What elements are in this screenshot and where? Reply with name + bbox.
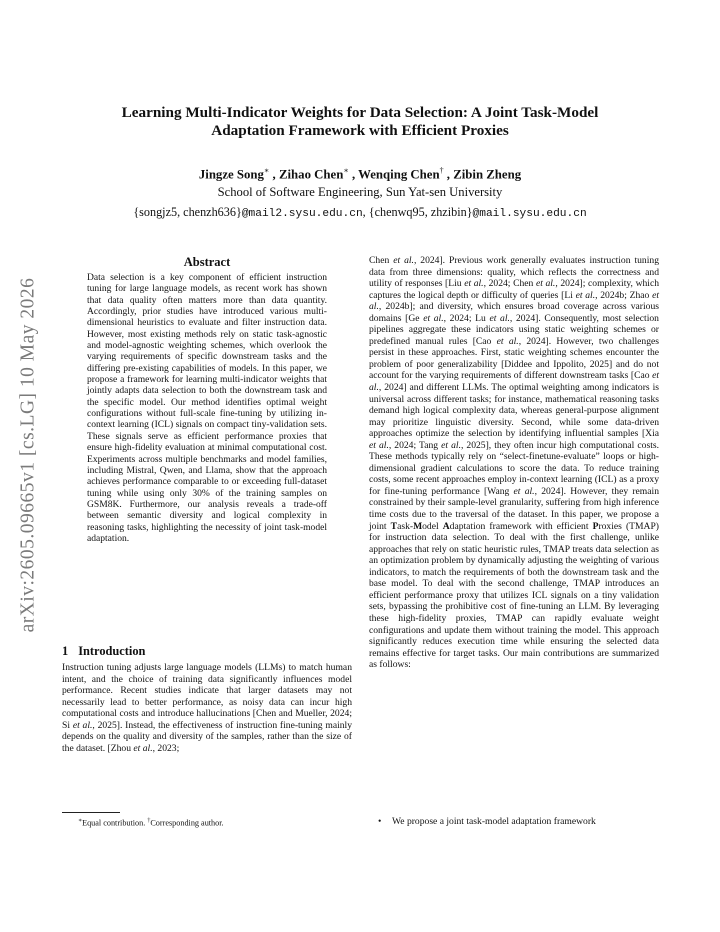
author-name: Zihao Chen [278,167,344,182]
text-run: odel [422,520,443,532]
text-run: , 2024; Lu [443,312,490,324]
text-run: daptation framework with efficient [449,520,593,532]
text-run: , 2024b; Zhao [595,289,653,301]
author-name: Wenqing Chen [358,167,440,182]
bullet-mark: • [378,816,382,827]
intro-paragraph [62,662,352,754]
text-run: , 2023; [152,742,180,754]
text-run: , 2025], they often incur high computational costs. These methods typically rely on “select-finetune-evaluate” loops or high-dimensional gradient calculations to score the data. To reduce training costs, some recent approaches employ in-context learning (ICL) as a proxy for fine-tuning performance [Wang [369,439,659,497]
text-run: , 2024]. Previous work generally evaluates instruction tuning data from three dimensions: quality, which reflects the correctness and utility of responses [Liu [369,255,659,290]
et-al: et al. [575,289,596,301]
acronym-letter: M [413,520,423,532]
contribution-bullet [378,816,660,828]
acronym-letter: A [442,520,450,532]
abstract-body: Data selection is a key component of efficient instruction tuning for large language models, as recent work has shown that data quality often matters more than data quantity. Accordingly, prior studies have introduced various multi-dimensional heuristics to evaluate and filter instruction data. However, most existing methods rely on static task-agnostic and model-agnostic weighting schemes, which overlook the varying requirements of specific downstream tasks and the differing pre-existing capabilities of models. In this paper, we propose a framework for learning multi-indicator weights that jointly adapts data selection to both the downstream task and the specific model. Our method identifies optimal weight configurations without full-scale fine-tuning by utilizing in-context learning (ICL) signals on compact tiny-validation sets. These signals serve as efficient performance proxies that ensure high-fidelity evaluation at minimal computational cost. Experiments across multiple benchmarks and model families, including Mistral, Qwen, and Llama, show that the approach achieves performance comparable to or exceeding full-dataset tuning while using only 30% of the training samples on GSM8K. Furthermore, our analysis reveals a trade-off between semantic diversity and logical complexity in reasoning tasks, highlighting the necessity of joint task-model adaptation. [87,272,327,544]
acronym-letter: T [390,520,398,532]
et-al: et al. [72,719,93,731]
email-domain: @mail2.sysu.edu.cn [241,208,363,220]
text-run: Chen [369,255,394,266]
acronym-letter: P [592,520,599,532]
text-run: , 2024] and different LLMs. The optimal weighting among indicators is universal across different tasks; for instance, mathematical reasoning tasks demand high logical complexity data, whereas general-purpose alignment may prioritize linguistic diversity. Second, while some data-driven approaches optimize the selection by identifying influential samples [Xia [369,382,659,440]
arxiv-stamp-text: arXiv:2605.09665v1 [cs.LG] 10 May 2026 [17,277,39,633]
author-list [60,163,660,182]
bullet-text: We propose a joint task-model adaptation framework [392,816,596,827]
author-separator: , [443,167,454,182]
corresponding-author-mark: † [439,166,444,175]
et-al: et al. [496,335,519,347]
author-emails [60,204,660,222]
paper-title [60,104,660,140]
title-line-1: Learning Multi-Indicator Weights for Data Selection: A Joint Task-Model [121,104,599,121]
text-run: ask- [397,520,414,532]
footnote-mark: † [147,818,151,824]
abstract-heading: Abstract [183,255,231,269]
et-al: et al. [393,255,414,266]
footnote [78,816,358,829]
footnote-text: Equal contribution. [82,818,148,828]
text-run: , 2024]; complexity, which captures the logical depth or difficulty of queries [Li [369,278,660,301]
et-al: et al. [133,742,153,754]
et-al: et al. [535,278,556,290]
et-al: et al. [489,312,510,324]
section-heading [62,644,352,659]
et-al: et al. [369,439,389,451]
author-name: Jingze Song [198,167,264,182]
et-al: et al. [369,370,659,394]
footnote-rule [62,812,120,813]
text-run: Instruction tuning adjusts large language models (LLMs) to match human intent, and the choice of training data significantly influences model performance. Recent studies indicate that larger datasets may not necessarily lead to better performance, as noisy data can incur high computational costs and introduce hallucinations [Chen and Mueller, 2024; Si [62,662,352,731]
email-separator: , [362,205,369,219]
text-run: , 2024]. However, two challenges persist in these approaches. First, static weighting schemes encounter the problem of poor generalizability [Diddee and Ippolito, 2025] and do not account for the varying requirements of different downstream tasks [Cao [369,335,660,382]
text-run: roxies (TMAP) for instruction data selection. To deal with the first challenge, unlike approaches that rely on static heuristic rules, TMAP treats data selection as an optimization problem by dynamically adjusting the weighting of various indicators, to match the requirements of both the downstream task and the base model. To deal with the second challenge, TMAP introduces an efficient performance proxy that utilizes ICL signals on a tiny validation sets, bypassing the prohibitive cost of fine-tuning an LLM. By leveraging these high-fidelity proxies, TMAP can rapidly evaluate weight configurations and update them without training the model. This approach significantly reduces execution time while ensuring the selected data remains effective for target tasks. Our main contributions are summarized as follows: [369,520,659,671]
et-al: et al. [369,289,659,313]
et-al: et al. [513,485,535,497]
author-separator: , [348,167,359,182]
text-run: , 2024; Chen [483,278,536,290]
author-name: Zibin Zheng [453,167,522,182]
et-al: et al. [441,439,461,451]
footnote-text: Corresponding author. [150,818,224,828]
title-line-2: Adaptation Framework with Efficient Proxies [211,122,509,139]
equal-contribution-mark: ∗ [263,166,270,175]
footnote-mark: ∗ [78,818,83,824]
section-title: Introduction [78,644,146,658]
email-group: {chenwq95, zhzibin} [368,205,473,219]
right-column-paragraph [369,255,659,671]
email-domain: @mail.sysu.edu.cn [472,208,587,220]
text-run: , 2024b]; and diversity, which ensures broad coverage across various domains [Ge [369,301,659,324]
et-al: et al. [464,278,484,290]
arxiv-stamp [8,255,48,655]
equal-contribution-mark: ∗ [343,166,349,175]
text-run: , 2024; Tang [388,439,442,451]
text-run: , 2025]. Instead, the effectiveness of instruction fine-tuning mainly depends on the quality and diversity of the samples, rather than the size of the dataset. [Zhou [62,719,353,754]
section-number: 1 [62,644,69,658]
author-separator: , [269,167,279,182]
text-run: , 2024]. However, they remain constrained by their sample-level granularity, suffering from high inference time costs due to the traversal of the dataset. In this paper, we propose a joint [369,485,659,532]
email-group: {songjz5, chenzh636} [133,205,242,219]
et-al: et al. [423,312,444,324]
affiliation: School of Software Engineering, Sun Yat-sen University [217,185,503,199]
text-run: , 2024]. Consequently, most selection pipelines aggregate these indicators using static weighting schemes or predefined manual rules [Cao [369,312,659,347]
